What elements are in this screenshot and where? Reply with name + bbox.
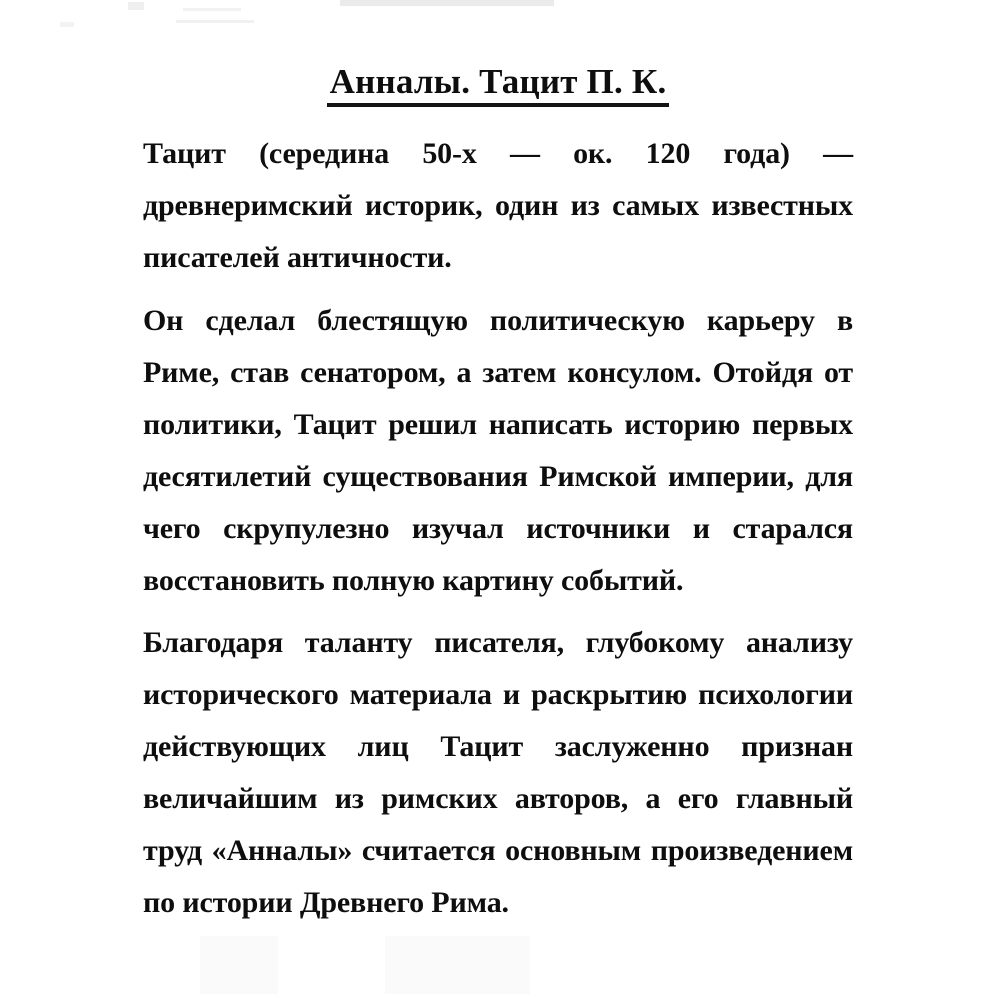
paragraph-line: Тацит (середина 50-х — ок. 120 года) — [143, 137, 853, 170]
paragraph-line: исторического материала и раскрытию психологии [143, 678, 853, 711]
scan-artifact [128, 2, 144, 10]
paragraph-line: величайшим из римских авторов, а его главный [143, 782, 853, 815]
paragraph-line: по истории Древнего Рима. [143, 886, 509, 919]
paragraph-line: Риме, став сенатором, а затем консулом. Отойдя от [143, 356, 853, 389]
paragraph-line: чего скрупулезно изучал источники и старался [143, 512, 853, 545]
title-container [143, 62, 853, 107]
scan-artifact [60, 22, 74, 27]
scan-artifact [200, 936, 278, 994]
scan-artifact [385, 936, 530, 994]
document-title: Анналы. Тацит П. К. [327, 62, 670, 107]
scan-artifact-top-bar [340, 0, 554, 6]
paragraph [143, 617, 853, 929]
paragraph-line: восстановить полную картину событий. [143, 564, 684, 597]
paragraph [143, 295, 853, 607]
paragraph-line: действующих лиц Тацит заслуженно признан [143, 730, 853, 763]
paragraph-line: писателей античности. [143, 241, 452, 274]
paragraph-line: древнеримский историк, один из самых известных [143, 189, 853, 222]
paragraph [143, 128, 853, 284]
scan-artifact [176, 20, 254, 23]
paragraph-line: политики, Тацит решил написать историю первых [143, 408, 853, 441]
scan-artifact [183, 8, 241, 11]
paragraph-line: десятилетий существования Римской империи, для [143, 460, 853, 493]
paragraph-line: Он сделал блестящую политическую карьеру в [143, 304, 853, 337]
paragraph-line: Благодаря таланту писателя, глубокому анализу [143, 626, 853, 659]
paragraph-line: труд «Анналы» считается основным произведением [143, 834, 853, 867]
